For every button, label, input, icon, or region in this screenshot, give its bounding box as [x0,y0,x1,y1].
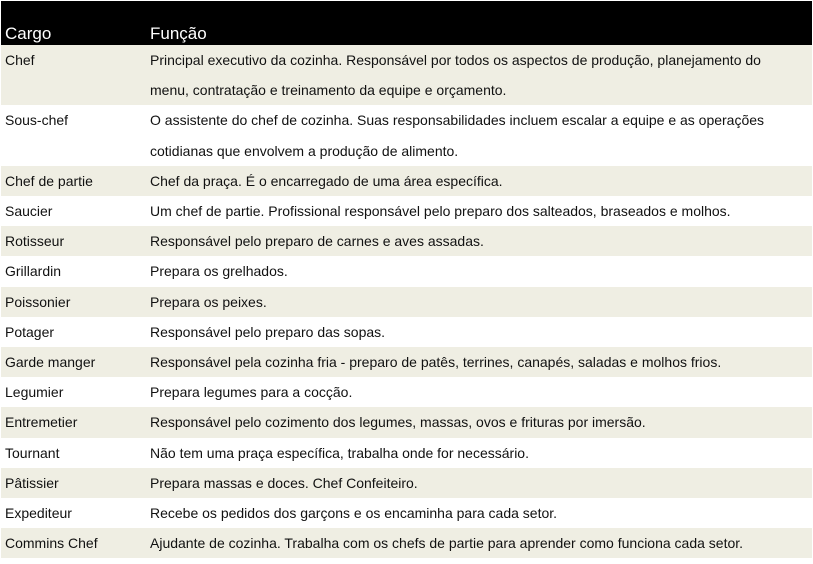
funcao-cell: Prepara massas e doces. Chef Confeiteiro. [150,474,418,491]
funcao-cell: Responsável pelo preparo das sopas. [150,323,386,340]
funcao-cell: Prepara legumes para a cocção. [150,384,353,401]
table-row [1,438,812,468]
cargo-cell: Expediteur [5,505,72,522]
table-row [1,468,812,498]
cargo-cell: Saucier [5,203,53,220]
funcao-cell: Chef da praça. É o encarregado de uma área específica. [150,172,503,189]
cargo-cell: Poissonier [5,293,71,310]
funcao-cell: Prepara os grelhados. [150,263,288,280]
funcao-cell: Prepara os peixes. [150,293,267,310]
funcao-cell: Responsável pelo cozimento dos legumes, massas, ovos e frituras por imersão. [150,414,646,431]
cargo-cell: Grillardin [5,263,62,280]
table-row [1,377,812,407]
cargo-cell: Commins Chef [5,535,98,552]
table-row [1,45,812,105]
table-row [1,317,812,347]
funcao-cell: O assistente do chef de cozinha. Suas responsabilidades incluem escalar a equipe e as operações cotidianas que envolvem a produção de alimento. [150,112,765,159]
header-funcao: Função [150,24,207,43]
table-row [1,226,812,256]
table-row [1,498,812,528]
cargo-cell: Potager [5,323,55,340]
cargo-cell: Garde manger [5,354,96,371]
cargo-cell: Tournant [5,444,60,461]
table-row [1,407,812,437]
cargo-cell: Chef de partie [5,172,93,189]
header-cargo: Cargo [5,24,52,43]
table-row [1,105,812,165]
table-row [1,196,812,226]
cargo-cell: Legumier [5,384,64,401]
funcao-cell: Responsável pela cozinha fria - preparo de patês, terrines, canapés, saladas e molhos frios. [150,354,722,371]
table-row [1,528,812,558]
cargo-cell: Chef [5,52,35,68]
table-header [1,0,812,45]
table-row [1,166,812,196]
cargo-cell: Rotisseur [5,233,65,250]
funcao-cell: Recebe os pedidos dos garçons e os encaminha para cada setor. [150,505,558,522]
table-row [1,347,812,377]
funcao-cell: Não tem uma praça específica, trabalha onde for necessário. [150,444,529,461]
funcao-cell: Responsável pelo preparo de carnes e aves assadas. [150,233,484,250]
table-row [1,256,812,286]
cargo-cell: Pâtissier [5,474,59,491]
roles-table [1,0,812,558]
funcao-cell: Principal executivo da cozinha. Responsável por todos os aspectos de produção, planejamento do menu, contratação e treinamento da equipe e orçamento. [150,52,761,99]
funcao-cell: Um chef de partie. Profissional responsável pelo preparo dos salteados, braseados e molhos. [150,203,731,220]
cargo-cell: Sous-chef [5,112,69,129]
table-body [1,45,812,558]
cargo-cell: Entremetier [5,414,78,431]
table-row [1,287,812,317]
funcao-cell: Ajudante de cozinha. Trabalha com os chefs de partie para aprender como funciona cada setor. [150,535,744,552]
